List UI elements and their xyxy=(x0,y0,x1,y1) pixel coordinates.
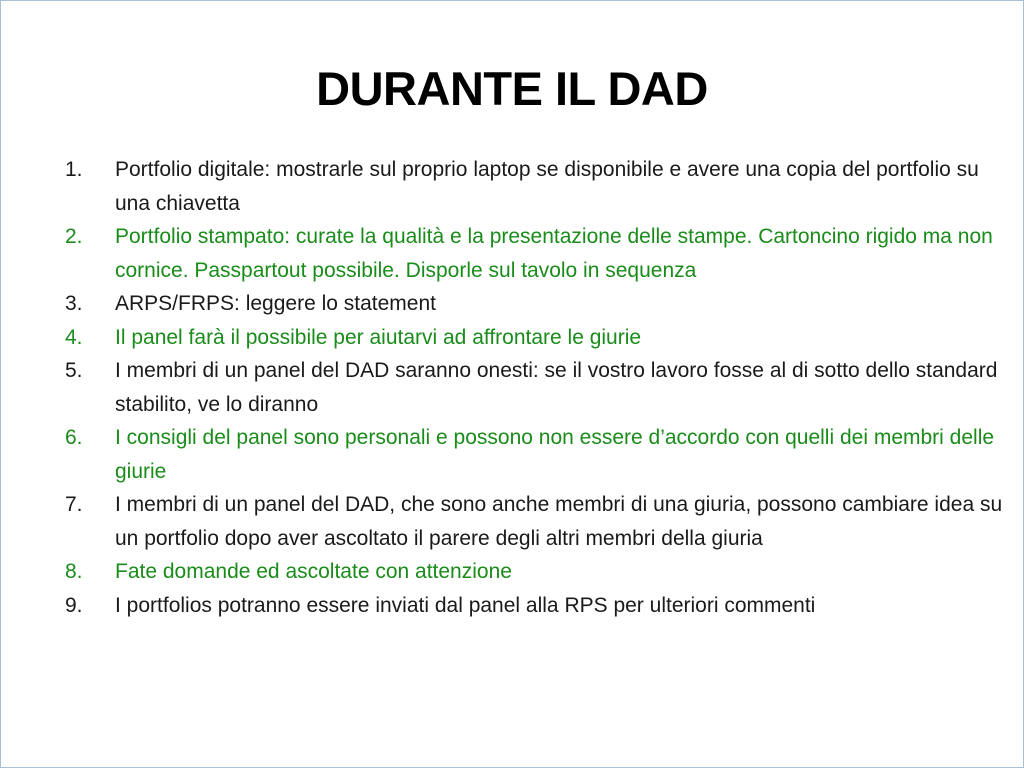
list-item xyxy=(59,321,1009,355)
list-item-text: Portfolio digitale: mostrarle sul proprio laptop se disponibile e avere una copia del portfolio su una chiavetta xyxy=(115,158,979,215)
list-item-text: I membri di un panel del DAD, che sono anche membri di una giuria, possono cambiare idea su un portfolio dopo aver ascoltato il parere degli altri membri della giuria xyxy=(115,493,1003,550)
list-item xyxy=(59,287,1009,321)
list-item xyxy=(59,153,1009,220)
list-item xyxy=(59,488,1009,555)
list-item-text: ARPS/FRPS: leggere lo statement xyxy=(115,292,436,315)
list-item-number: 1. xyxy=(65,158,83,181)
list-item xyxy=(59,555,1009,589)
list-item-number: 4. xyxy=(65,325,83,349)
list-item-text: Portfolio stampato: curate la qualità e la presentazione delle stampe. Cartoncino rigido ma non cornice. Passpartout possibile. Disporle sul tavolo in sequenza xyxy=(115,225,993,282)
list-item-number: 2. xyxy=(65,225,83,248)
list-item-number: 9. xyxy=(65,593,83,617)
list-item-text: I portfolios potranno essere inviati dal panel alla RPS per ulteriori commenti xyxy=(115,593,816,617)
list-item-number: 5. xyxy=(65,359,83,382)
list-item xyxy=(59,354,1009,421)
list-item xyxy=(59,421,1009,488)
list-item-text: I consigli del panel sono personali e possono non essere d’accordo con quelli dei membri delle giurie xyxy=(115,426,995,483)
list-item-number: 3. xyxy=(65,292,83,315)
list-item xyxy=(59,220,1009,287)
list-item-text: Fate domande ed ascoltate con attenzione xyxy=(115,560,512,583)
list-item-text: I membri di un panel del DAD saranno onesti: se il vostro lavoro fosse al di sotto dello standard stabilito, ve lo diranno xyxy=(115,359,998,416)
list-item xyxy=(59,589,1009,623)
list-item-number: 8. xyxy=(65,560,83,583)
slide-title: DURANTE IL DAD xyxy=(316,62,708,115)
list-item-text: Il panel farà il possibile per aiutarvi ad affrontare le giurie xyxy=(115,325,642,349)
list-item-number: 7. xyxy=(65,493,83,516)
numbered-list xyxy=(59,153,1009,622)
list-item-number: 6. xyxy=(65,426,83,449)
